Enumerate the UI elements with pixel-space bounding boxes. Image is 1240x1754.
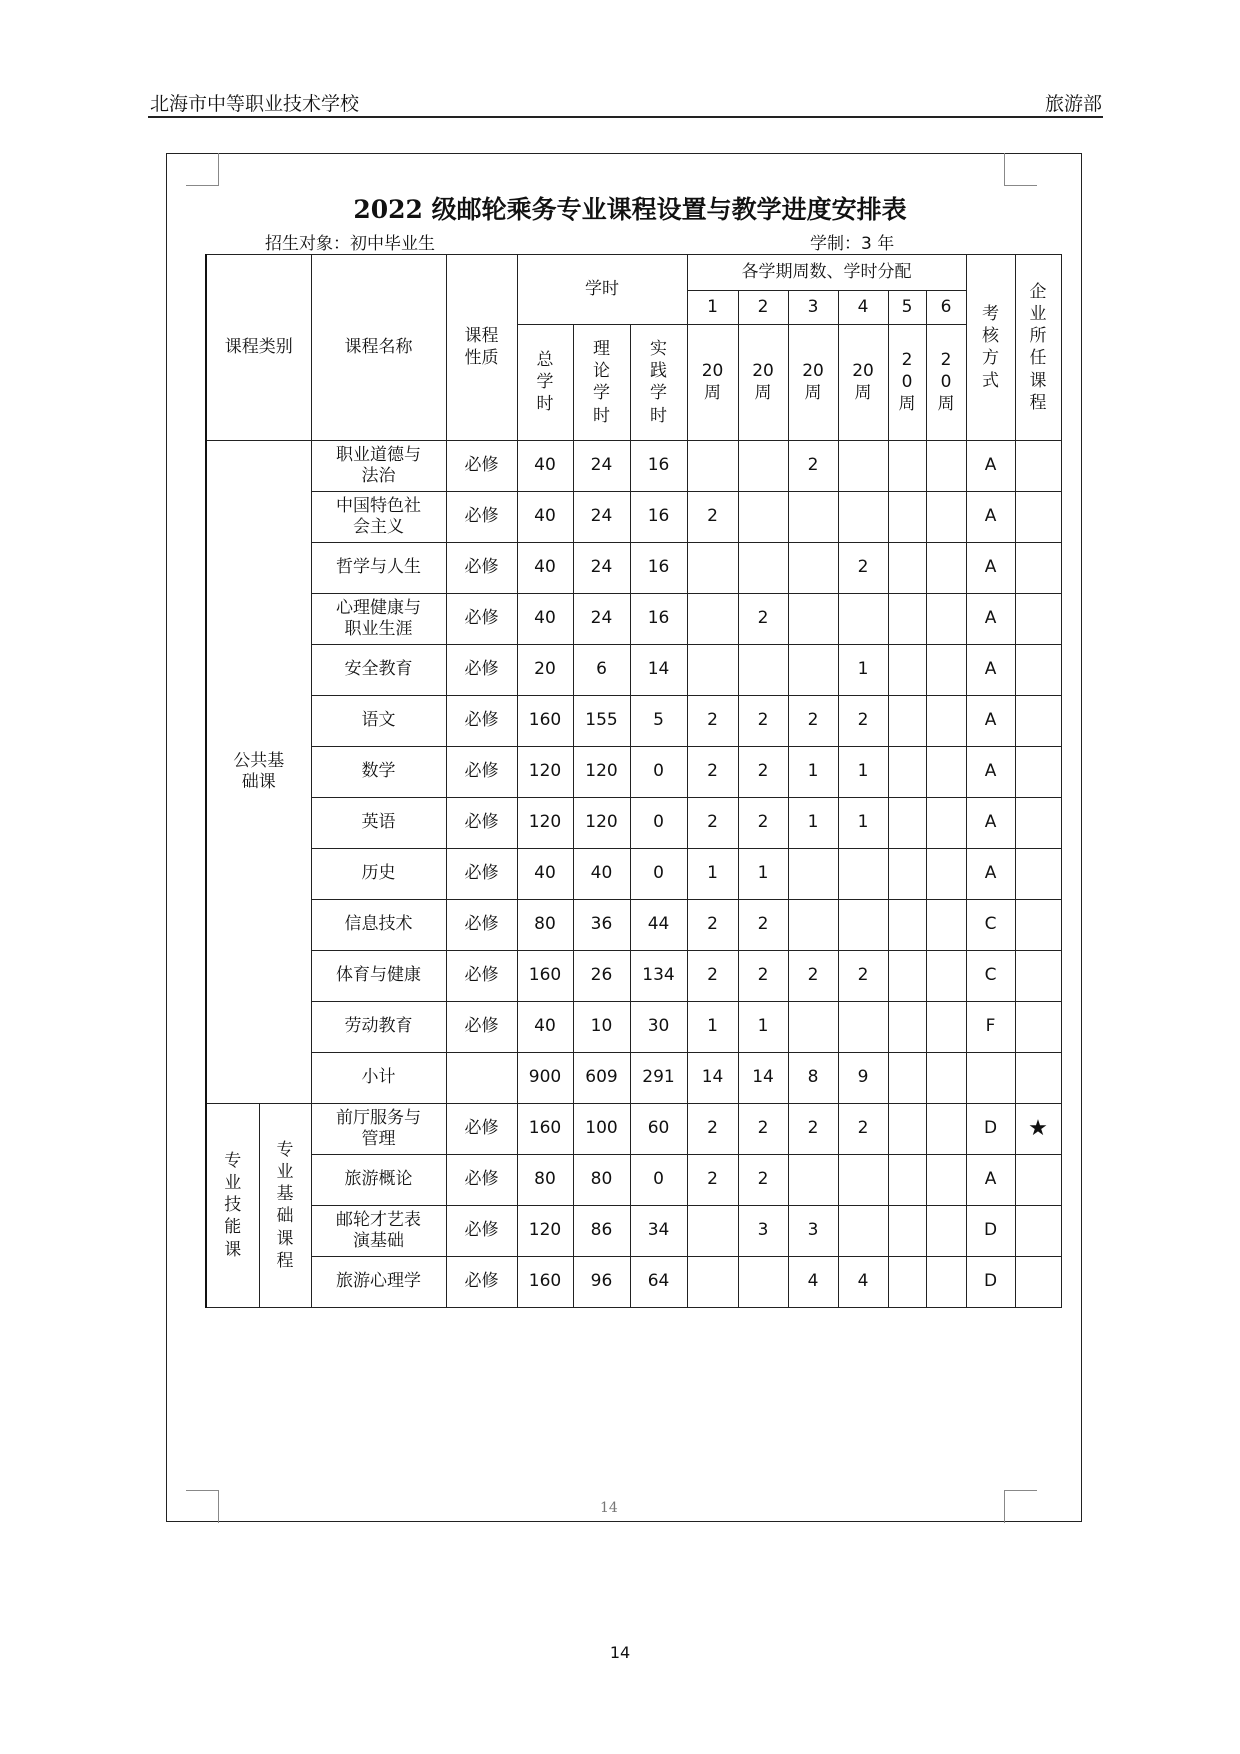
subcategory-major-basic: 专业基础课程 <box>259 1104 311 1308</box>
cell-semester-6 <box>926 900 966 951</box>
table-row <box>206 900 1061 951</box>
course-name: 邮轮才艺表演基础 <box>311 1206 446 1257</box>
cell-exam-method: C <box>966 951 1015 1002</box>
cell-theory-hours: 155 <box>573 696 630 747</box>
cell-practice-hours: 30 <box>630 1002 687 1053</box>
cell-exam-method: A <box>966 594 1015 645</box>
cell-enterprise-course <box>1015 645 1061 696</box>
cell-semester-2: 2 <box>738 798 788 849</box>
table-row <box>206 951 1061 1002</box>
table-row <box>206 798 1061 849</box>
cell-practice-hours: 14 <box>630 645 687 696</box>
crop-mark-top-right <box>1004 153 1037 186</box>
header-department: 旅游部 <box>1044 93 1102 115</box>
cell-theory-hours: 24 <box>573 594 630 645</box>
cell-nature: 必修 <box>446 441 517 492</box>
cell-semester-5 <box>888 1002 926 1053</box>
cell-theory-hours: 10 <box>573 1002 630 1053</box>
cell-semester-6 <box>926 1257 966 1308</box>
cell-enterprise-course <box>1015 900 1061 951</box>
cell-exam-method: F <box>966 1002 1015 1053</box>
cell-total-hours: 40 <box>517 492 573 543</box>
header-semester-2: 2 <box>738 291 788 325</box>
cell-exam-method: D <box>966 1206 1015 1257</box>
cell-semester-6 <box>926 492 966 543</box>
cell-semester-6 <box>926 798 966 849</box>
cell-practice-hours: 16 <box>630 492 687 543</box>
cell-enterprise-course <box>1015 594 1061 645</box>
cell-theory-hours: 100 <box>573 1104 630 1155</box>
cell-enterprise-course <box>1015 1257 1061 1308</box>
cell-semester-1: 2 <box>687 1155 738 1206</box>
cell-total-hours: 160 <box>517 696 573 747</box>
cell-semester-2: 2 <box>738 594 788 645</box>
cell-semester-6 <box>926 747 966 798</box>
cell-enterprise-course <box>1015 441 1061 492</box>
cell-semester-5 <box>888 900 926 951</box>
cell-total-hours: 80 <box>517 1155 573 1206</box>
cell-semester-4: 1 <box>838 747 888 798</box>
cell-semester-6 <box>926 951 966 1002</box>
table-row <box>206 645 1061 696</box>
cell-semester-4: 9 <box>838 1053 888 1104</box>
cell-semester-6 <box>926 696 966 747</box>
cell-exam-method: A <box>966 1155 1015 1206</box>
cell-semester-2 <box>738 543 788 594</box>
cell-exam-method: A <box>966 798 1015 849</box>
cell-practice-hours: 16 <box>630 594 687 645</box>
course-name: 体育与健康 <box>311 951 446 1002</box>
cell-semester-5 <box>888 1206 926 1257</box>
cell-semester-2: 1 <box>738 1002 788 1053</box>
cell-semester-6 <box>926 441 966 492</box>
cell-semester-1 <box>687 441 738 492</box>
enrollment-target: 招生对象：初中毕业生 <box>265 234 435 254</box>
cell-total-hours: 40 <box>517 594 573 645</box>
cell-nature: 必修 <box>446 747 517 798</box>
cell-theory-hours: 86 <box>573 1206 630 1257</box>
cell-semester-1 <box>687 645 738 696</box>
header-total-hours: 总学时 <box>517 325 573 441</box>
header-practice-hours: 实践学时 <box>630 325 687 441</box>
course-name: 旅游概论 <box>311 1155 446 1206</box>
cell-semester-2 <box>738 441 788 492</box>
cell-semester-3: 1 <box>788 798 838 849</box>
cell-practice-hours: 5 <box>630 696 687 747</box>
cell-semester-2: 2 <box>738 1155 788 1206</box>
cell-enterprise-course <box>1015 747 1061 798</box>
header-weeks-1: 20周 <box>687 325 738 441</box>
table-row <box>206 492 1061 543</box>
cell-semester-1: 2 <box>687 696 738 747</box>
cell-semester-1 <box>687 1257 738 1308</box>
cell-semester-4 <box>838 1206 888 1257</box>
table-row <box>206 849 1061 900</box>
cell-semester-3 <box>788 900 838 951</box>
cell-theory-hours: 96 <box>573 1257 630 1308</box>
header-hours: 学时 <box>517 255 687 325</box>
cell-semester-5 <box>888 1104 926 1155</box>
cell-nature: 必修 <box>446 900 517 951</box>
cell-semester-2: 3 <box>738 1206 788 1257</box>
cell-semester-3: 2 <box>788 441 838 492</box>
cell-semester-3 <box>788 594 838 645</box>
table-row <box>206 1206 1061 1257</box>
cell-nature: 必修 <box>446 1257 517 1308</box>
cell-exam-method: A <box>966 441 1015 492</box>
cell-nature: 必修 <box>446 798 517 849</box>
cell-enterprise-course <box>1015 798 1061 849</box>
cell-enterprise-course <box>1015 543 1061 594</box>
header-weeks-6: 20周 <box>926 325 966 441</box>
cell-theory-hours: 609 <box>573 1053 630 1104</box>
cell-theory-hours: 26 <box>573 951 630 1002</box>
cell-practice-hours: 0 <box>630 849 687 900</box>
cell-semester-5 <box>888 594 926 645</box>
course-name: 信息技术 <box>311 900 446 951</box>
cell-practice-hours: 60 <box>630 1104 687 1155</box>
cell-semester-6 <box>926 1155 966 1206</box>
course-name: 劳动教育 <box>311 1002 446 1053</box>
cell-exam-method: D <box>966 1257 1015 1308</box>
cell-total-hours: 120 <box>517 1206 573 1257</box>
cell-semester-6 <box>926 1206 966 1257</box>
cell-semester-1 <box>687 543 738 594</box>
course-name: 职业道德与法治 <box>311 441 446 492</box>
cell-semester-3 <box>788 1155 838 1206</box>
cell-enterprise-course <box>1015 1002 1061 1053</box>
course-name: 旅游心理学 <box>311 1257 446 1308</box>
header-weeks-3: 20周 <box>788 325 838 441</box>
cell-exam-method: A <box>966 747 1015 798</box>
course-name: 历史 <box>311 849 446 900</box>
cell-semester-2: 2 <box>738 747 788 798</box>
header-exam-method: 考核方式 <box>966 255 1015 441</box>
cell-semester-4: 2 <box>838 951 888 1002</box>
cell-semester-3: 4 <box>788 1257 838 1308</box>
table-row <box>206 1104 1061 1155</box>
course-name: 中国特色社会主义 <box>311 492 446 543</box>
document-title: 2022 级邮轮乘务专业课程设置与教学进度安排表 <box>353 195 907 224</box>
cell-semester-2: 1 <box>738 849 788 900</box>
cell-total-hours: 160 <box>517 951 573 1002</box>
cell-semester-2: 14 <box>738 1053 788 1104</box>
header-theory-hours: 理论学时 <box>573 325 630 441</box>
header-course-name: 课程名称 <box>311 255 446 441</box>
cell-exam-method: A <box>966 696 1015 747</box>
cell-practice-hours: 291 <box>630 1053 687 1104</box>
cell-semester-5 <box>888 1257 926 1308</box>
cell-semester-5 <box>888 798 926 849</box>
cell-semester-5 <box>888 645 926 696</box>
cell-semester-4: 2 <box>838 543 888 594</box>
cell-semester-3 <box>788 492 838 543</box>
cell-semester-4 <box>838 1155 888 1206</box>
cell-semester-5 <box>888 849 926 900</box>
cell-total-hours: 40 <box>517 543 573 594</box>
table-row <box>206 1257 1061 1308</box>
table-row <box>206 696 1061 747</box>
cell-semester-4: 2 <box>838 696 888 747</box>
cell-theory-hours: 120 <box>573 798 630 849</box>
cell-nature: 必修 <box>446 1104 517 1155</box>
cell-nature: 必修 <box>446 645 517 696</box>
cell-practice-hours: 0 <box>630 798 687 849</box>
cell-total-hours: 120 <box>517 798 573 849</box>
cell-total-hours: 160 <box>517 1104 573 1155</box>
cell-nature <box>446 1053 517 1104</box>
table-row <box>206 441 1061 492</box>
header-weeks-2: 20周 <box>738 325 788 441</box>
cell-semester-6 <box>926 594 966 645</box>
cell-semester-3: 8 <box>788 1053 838 1104</box>
cell-semester-3 <box>788 1002 838 1053</box>
cell-semester-3: 3 <box>788 1206 838 1257</box>
cell-theory-hours: 80 <box>573 1155 630 1206</box>
cell-semester-6 <box>926 1104 966 1155</box>
cell-exam-method <box>966 1053 1015 1104</box>
cell-practice-hours: 34 <box>630 1206 687 1257</box>
cell-practice-hours: 44 <box>630 900 687 951</box>
cell-semester-2 <box>738 645 788 696</box>
cell-semester-1: 1 <box>687 1002 738 1053</box>
crop-mark-top-left <box>186 153 219 186</box>
course-name: 语文 <box>311 696 446 747</box>
cell-nature: 必修 <box>446 1002 517 1053</box>
cell-semester-1: 1 <box>687 849 738 900</box>
table-row <box>206 1053 1061 1104</box>
cell-exam-method: C <box>966 900 1015 951</box>
header-rule <box>148 116 1103 118</box>
cell-semester-3: 2 <box>788 1104 838 1155</box>
header-semester-1: 1 <box>687 291 738 325</box>
cell-semester-5 <box>888 1155 926 1206</box>
cell-semester-5 <box>888 492 926 543</box>
cell-semester-4 <box>838 594 888 645</box>
cell-semester-3 <box>788 543 838 594</box>
cell-semester-3 <box>788 849 838 900</box>
cell-total-hours: 80 <box>517 900 573 951</box>
cell-total-hours: 20 <box>517 645 573 696</box>
cell-exam-method: A <box>966 543 1015 594</box>
cell-theory-hours: 40 <box>573 849 630 900</box>
header-semester-6: 6 <box>926 291 966 325</box>
header-enterprise-course: 企业所任课程 <box>1015 255 1061 441</box>
cell-enterprise-course <box>1015 1053 1061 1104</box>
cell-nature: 必修 <box>446 594 517 645</box>
cell-semester-2: 2 <box>738 1104 788 1155</box>
cell-total-hours: 40 <box>517 441 573 492</box>
cell-practice-hours: 16 <box>630 441 687 492</box>
cell-semester-4: 1 <box>838 645 888 696</box>
cell-semester-2 <box>738 492 788 543</box>
cell-theory-hours: 24 <box>573 441 630 492</box>
header-weeks-5: 20周 <box>888 325 926 441</box>
table-row <box>206 594 1061 645</box>
cell-semester-5 <box>888 747 926 798</box>
cell-theory-hours: 24 <box>573 492 630 543</box>
cell-enterprise-course <box>1015 1155 1061 1206</box>
cell-semester-4 <box>838 441 888 492</box>
cell-semester-1: 2 <box>687 1104 738 1155</box>
cell-semester-4: 4 <box>838 1257 888 1308</box>
cell-practice-hours: 64 <box>630 1257 687 1308</box>
cell-semester-3: 2 <box>788 951 838 1002</box>
header-semester-5: 5 <box>888 291 926 325</box>
cell-exam-method: A <box>966 849 1015 900</box>
cell-semester-4 <box>838 849 888 900</box>
cell-theory-hours: 24 <box>573 543 630 594</box>
header-category: 课程类别 <box>206 255 311 441</box>
table-row <box>206 1155 1061 1206</box>
cell-semester-4 <box>838 1002 888 1053</box>
cell-nature: 必修 <box>446 1155 517 1206</box>
cell-semester-1: 2 <box>687 492 738 543</box>
cell-semester-5 <box>888 696 926 747</box>
cell-exam-method: A <box>966 645 1015 696</box>
cell-practice-hours: 0 <box>630 747 687 798</box>
cell-practice-hours: 0 <box>630 1155 687 1206</box>
header-course-nature: 课程性质 <box>446 255 517 441</box>
inner-page-number: 14 <box>600 1500 618 1516</box>
cell-theory-hours: 36 <box>573 900 630 951</box>
cell-enterprise-course <box>1015 696 1061 747</box>
cell-semester-4 <box>838 900 888 951</box>
cell-nature: 必修 <box>446 1206 517 1257</box>
header-school: 北海市中等职业技术学校 <box>150 93 360 115</box>
cell-semester-2 <box>738 1257 788 1308</box>
header-semester-group: 各学期周数、学时分配 <box>687 255 966 291</box>
header-semester-3: 3 <box>788 291 838 325</box>
course-name: 前厅服务与管理 <box>311 1104 446 1155</box>
cell-semester-2: 2 <box>738 951 788 1002</box>
course-name: 数学 <box>311 747 446 798</box>
cell-enterprise-course <box>1015 1206 1061 1257</box>
cell-total-hours: 120 <box>517 747 573 798</box>
cell-total-hours: 900 <box>517 1053 573 1104</box>
category-major-skills: 专业技能课 <box>206 1104 259 1308</box>
crop-mark-bottom-left <box>186 1490 219 1523</box>
table-row <box>206 543 1061 594</box>
cell-practice-hours: 16 <box>630 543 687 594</box>
cell-nature: 必修 <box>446 543 517 594</box>
course-name: 哲学与人生 <box>311 543 446 594</box>
header-weeks-4: 20周 <box>838 325 888 441</box>
cell-total-hours: 160 <box>517 1257 573 1308</box>
cell-semester-3 <box>788 645 838 696</box>
cell-total-hours: 40 <box>517 849 573 900</box>
cell-nature: 必修 <box>446 951 517 1002</box>
cell-semester-3: 1 <box>788 747 838 798</box>
cell-semester-1: 2 <box>687 747 738 798</box>
course-name: 心理健康与职业生涯 <box>311 594 446 645</box>
cell-semester-4: 1 <box>838 798 888 849</box>
cell-theory-hours: 6 <box>573 645 630 696</box>
cell-enterprise-course <box>1015 951 1061 1002</box>
cell-semester-1 <box>687 1206 738 1257</box>
cell-semester-1: 2 <box>687 951 738 1002</box>
category-public-basic: 公共基础课 <box>206 441 311 1104</box>
cell-semester-1: 14 <box>687 1053 738 1104</box>
cell-semester-6 <box>926 849 966 900</box>
cell-nature: 必修 <box>446 849 517 900</box>
cell-semester-5 <box>888 951 926 1002</box>
cell-enterprise-course: ★ <box>1015 1104 1061 1155</box>
cell-practice-hours: 134 <box>630 951 687 1002</box>
cell-semester-6 <box>926 645 966 696</box>
cell-theory-hours: 120 <box>573 747 630 798</box>
cell-semester-2: 2 <box>738 900 788 951</box>
cell-semester-1 <box>687 594 738 645</box>
cell-total-hours: 40 <box>517 1002 573 1053</box>
table-row <box>206 1002 1061 1053</box>
cell-semester-6 <box>926 1002 966 1053</box>
cell-semester-5 <box>888 543 926 594</box>
cell-semester-4 <box>838 492 888 543</box>
cell-semester-1: 2 <box>687 900 738 951</box>
cell-semester-2: 2 <box>738 696 788 747</box>
study-duration: 学制：3 年 <box>810 234 895 254</box>
table-row <box>206 747 1061 798</box>
cell-semester-6 <box>926 543 966 594</box>
cell-nature: 必修 <box>446 696 517 747</box>
cell-exam-method: A <box>966 492 1015 543</box>
cell-semester-1: 2 <box>687 798 738 849</box>
course-name: 安全教育 <box>311 645 446 696</box>
cell-semester-4: 2 <box>838 1104 888 1155</box>
course-name: 小计 <box>311 1053 446 1104</box>
cell-exam-method: D <box>966 1104 1015 1155</box>
header-semester-4: 4 <box>838 291 888 325</box>
page-number: 14 <box>609 1643 631 1662</box>
crop-mark-bottom-right <box>1004 1490 1037 1523</box>
cell-semester-5 <box>888 441 926 492</box>
cell-semester-3: 2 <box>788 696 838 747</box>
curriculum-table <box>205 254 1062 1308</box>
cell-enterprise-course <box>1015 849 1061 900</box>
cell-nature: 必修 <box>446 492 517 543</box>
course-name: 英语 <box>311 798 446 849</box>
cell-semester-5 <box>888 1053 926 1104</box>
cell-semester-6 <box>926 1053 966 1104</box>
cell-enterprise-course <box>1015 492 1061 543</box>
